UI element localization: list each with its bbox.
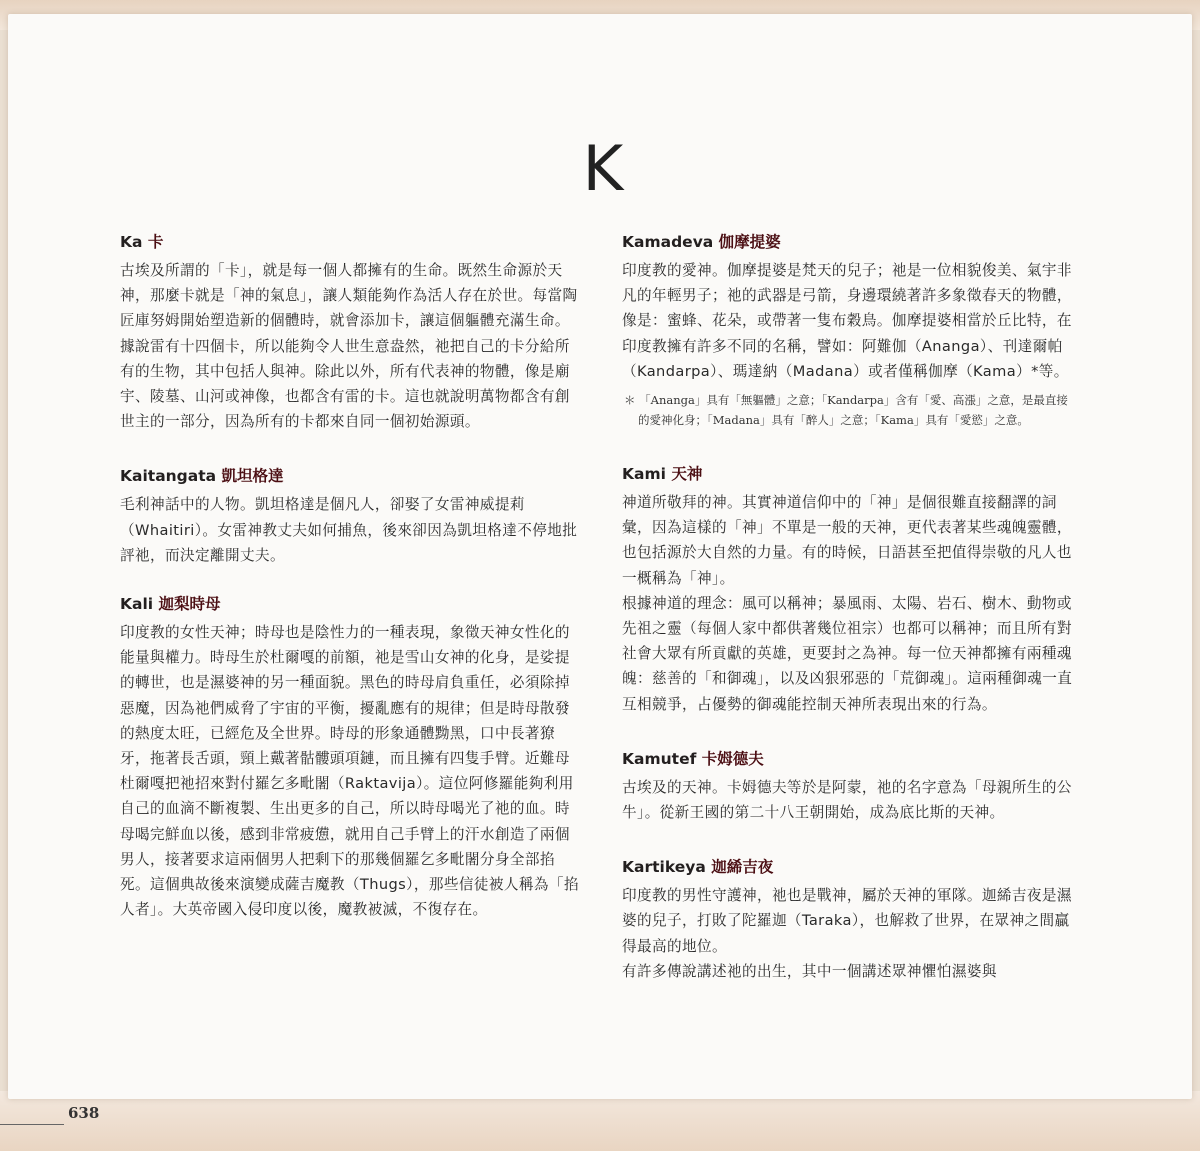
paragraph: 據說雷有十四個卡，所以能夠令人世生意盎然，祂把自己的卡分給所有的生物，其中包括人與神。除此以外，所有代表神的物體，像是廟宇、陵墓、山河或神像，也都含有雷的卡。這也就說明萬物都含有創世主的一部分，因為所有的卡都來自同一個初始源頭。 bbox=[120, 337, 570, 431]
entry-kamadeva bbox=[622, 232, 1078, 430]
paragraph: 印度教的女性天神；時母也是陰性力的一種表現，象徵天神女性化的能量與權力。時母生於杜爾嘎的前額，祂是雪山女神的化身，是娑提的轉世，也是濕婆神的另一種面貌。黑色的時母肩負重任，必須除掉惡魔，因為祂們威脅了宇宙的平衡，擾亂應有的規律；但是時母散發的熱度太旺，已經危及全世界。時母的形象通體黝黑，口中長著獠牙，拖著長舌頭，頸上戴著骷髏頭項鏈，而且擁有四隻手臂。近難母杜爾嘎把祂招來對付羅乞多毗闍（Raktavija）。這位阿修羅能夠利用自己的血滴不斷複製、生出更多的自己，所以時母喝光了祂的血。時母喝完鮮血以後，感到非常疲憊，就用自己手臂上的汗水創造了兩個男人，接著要求這兩個男人把剩下的那幾個羅乞多毗闍分身全部掐死。這個典故後來演變成薩吉魔教（Thugs），那些信徒被人稱為「掐人者」。大英帝國入侵印度以後，魔教被滅，不復存在。 bbox=[120, 624, 579, 919]
entry-title-en: Kali bbox=[120, 595, 154, 614]
paragraph: 印度教的男性守護神，祂也是戰神，屬於天神的軍隊。迦絺吉夜是濕婆的兒子，打敗了陀羅迦（Taraka），也解救了世界，在眾神之間贏得最高的地位。 bbox=[622, 887, 1072, 955]
paragraph: 有許多傳說講述祂的出生，其中一個講述眾神懼怕濕婆與 bbox=[622, 962, 997, 980]
entry-title-zh: 迦梨時母 bbox=[158, 595, 221, 614]
page-number: 638 bbox=[68, 1104, 100, 1122]
page-number-rule bbox=[0, 1124, 64, 1125]
paragraph: 印度教的愛神。伽摩提婆是梵天的兒子；祂是一位相貌俊美、氣宇非凡的年輕男子；祂的武器是弓箭，身邊環繞著許多象徵春天的物體，像是：蜜蜂、花朵，或帶著一隻布穀鳥。伽摩提婆相當於丘比特，在印度教擁有許多不同的名稱，譬如：阿難伽（Ananga）、刊達爾帕（Kandarpa）、瑪達納（Madana）或者僅稱伽摩（Kama）*等。 bbox=[622, 262, 1072, 380]
left-column bbox=[120, 232, 580, 948]
entry-body bbox=[622, 258, 1078, 384]
entry-title-zh: 天神 bbox=[671, 465, 703, 484]
footnote bbox=[622, 390, 1078, 430]
entry-kami bbox=[622, 464, 1078, 717]
entry-kamutef bbox=[622, 749, 1078, 825]
entry-title-en: Kamadeva bbox=[622, 233, 714, 251]
entry-title bbox=[622, 464, 1078, 484]
footnote-marker: ＊ bbox=[624, 393, 636, 408]
entry-body bbox=[120, 492, 580, 568]
entry-ka bbox=[120, 232, 580, 434]
entry-body bbox=[120, 258, 580, 434]
entry-title-en: Ka bbox=[120, 233, 143, 251]
entry-title bbox=[622, 232, 1078, 252]
entry-title bbox=[120, 466, 580, 486]
paragraph: 神道所敬拜的神。其實神道信仰中的「神」是個很難直接翻譯的詞彙，因為這樣的「神」不單是一般的天神，更代表著某些魂魄靈體，也包括源於大自然的力量。有的時候，日語甚至把值得崇敬的凡人也一概稱為「神」。 bbox=[622, 494, 1072, 587]
paragraph: 古埃及所謂的「卡」，就是每一個人都擁有的生命。既然生命源於天神，那麼卡就是「神的氣息」，讓人類能夠作為活人存在於世。每當陶匠庫努姆開始塑造新的個體時，就會添加卡，讓這個軀體充滿生命。 bbox=[120, 262, 578, 330]
entry-title-en: Kaitangata bbox=[120, 467, 217, 486]
entry-body bbox=[622, 775, 1078, 825]
entry-title-zh: 凱坦格達 bbox=[221, 467, 284, 486]
paragraph: 古埃及的天神。卡姆德夫等於是阿蒙，祂的名字意為「母親所生的公牛」。從新王國的第二十八王朝開始，成為底比斯的天神。 bbox=[622, 778, 1072, 822]
entry-body bbox=[622, 883, 1078, 984]
paragraph: 根據神道的理念：風可以稱神；暴風雨、太陽、岩石、樹木、動物或先祖之靈（每個人家中都供著幾位祖宗）也都可以稱神；而且所有對社會大眾有所貢獻的英雄，更要封之為神。每一位天神都擁有兩種魂魄：慈善的「和御魂」，以及凶狠邪惡的「荒御魂」。這兩種御魂一直互相競爭，占優勢的御魂能控制天神所表現出來的行為。 bbox=[622, 594, 1073, 713]
entry-title-zh: 卡 bbox=[147, 233, 164, 251]
entry-kartikeya bbox=[622, 857, 1078, 984]
page-edge-bottom bbox=[0, 1091, 1200, 1151]
entry-title bbox=[622, 749, 1078, 769]
entry-kaitangata bbox=[120, 466, 580, 568]
section-letter: K bbox=[582, 132, 624, 205]
entry-body bbox=[622, 490, 1078, 717]
entry-title-en: Kartikeya bbox=[622, 858, 706, 877]
paragraph: 毛利神話中的人物。凱坦格達是個凡人，卻娶了女雷神威提莉（Whaitiri）。女雷神教丈夫如何捕魚，後來卻因為凱坦格達不停地批評祂，而決定離開丈夫。 bbox=[120, 496, 578, 564]
entry-title bbox=[120, 594, 580, 614]
entry-title bbox=[622, 857, 1078, 877]
entry-title-en: Kamutef bbox=[622, 749, 697, 768]
entry-title-zh: 卡姆德夫 bbox=[701, 749, 764, 768]
right-column bbox=[622, 232, 1078, 1010]
entry-title-en: Kami bbox=[622, 465, 666, 484]
footnote-text: 「Ananga」具有「無軀體」之意；「Kandarpa」含有「愛、高漲」之意，是最直接的愛神化身；「Madana」具有「醉人」之意；「Kama」具有「愛慾」之意。 bbox=[638, 393, 1068, 428]
entry-title-zh: 伽摩提婆 bbox=[718, 233, 781, 251]
entry-body bbox=[120, 620, 580, 922]
entry-title-zh: 迦絺吉夜 bbox=[711, 858, 774, 877]
book-page bbox=[8, 14, 1192, 1099]
entry-title bbox=[120, 232, 580, 252]
entry-kali bbox=[120, 594, 580, 922]
